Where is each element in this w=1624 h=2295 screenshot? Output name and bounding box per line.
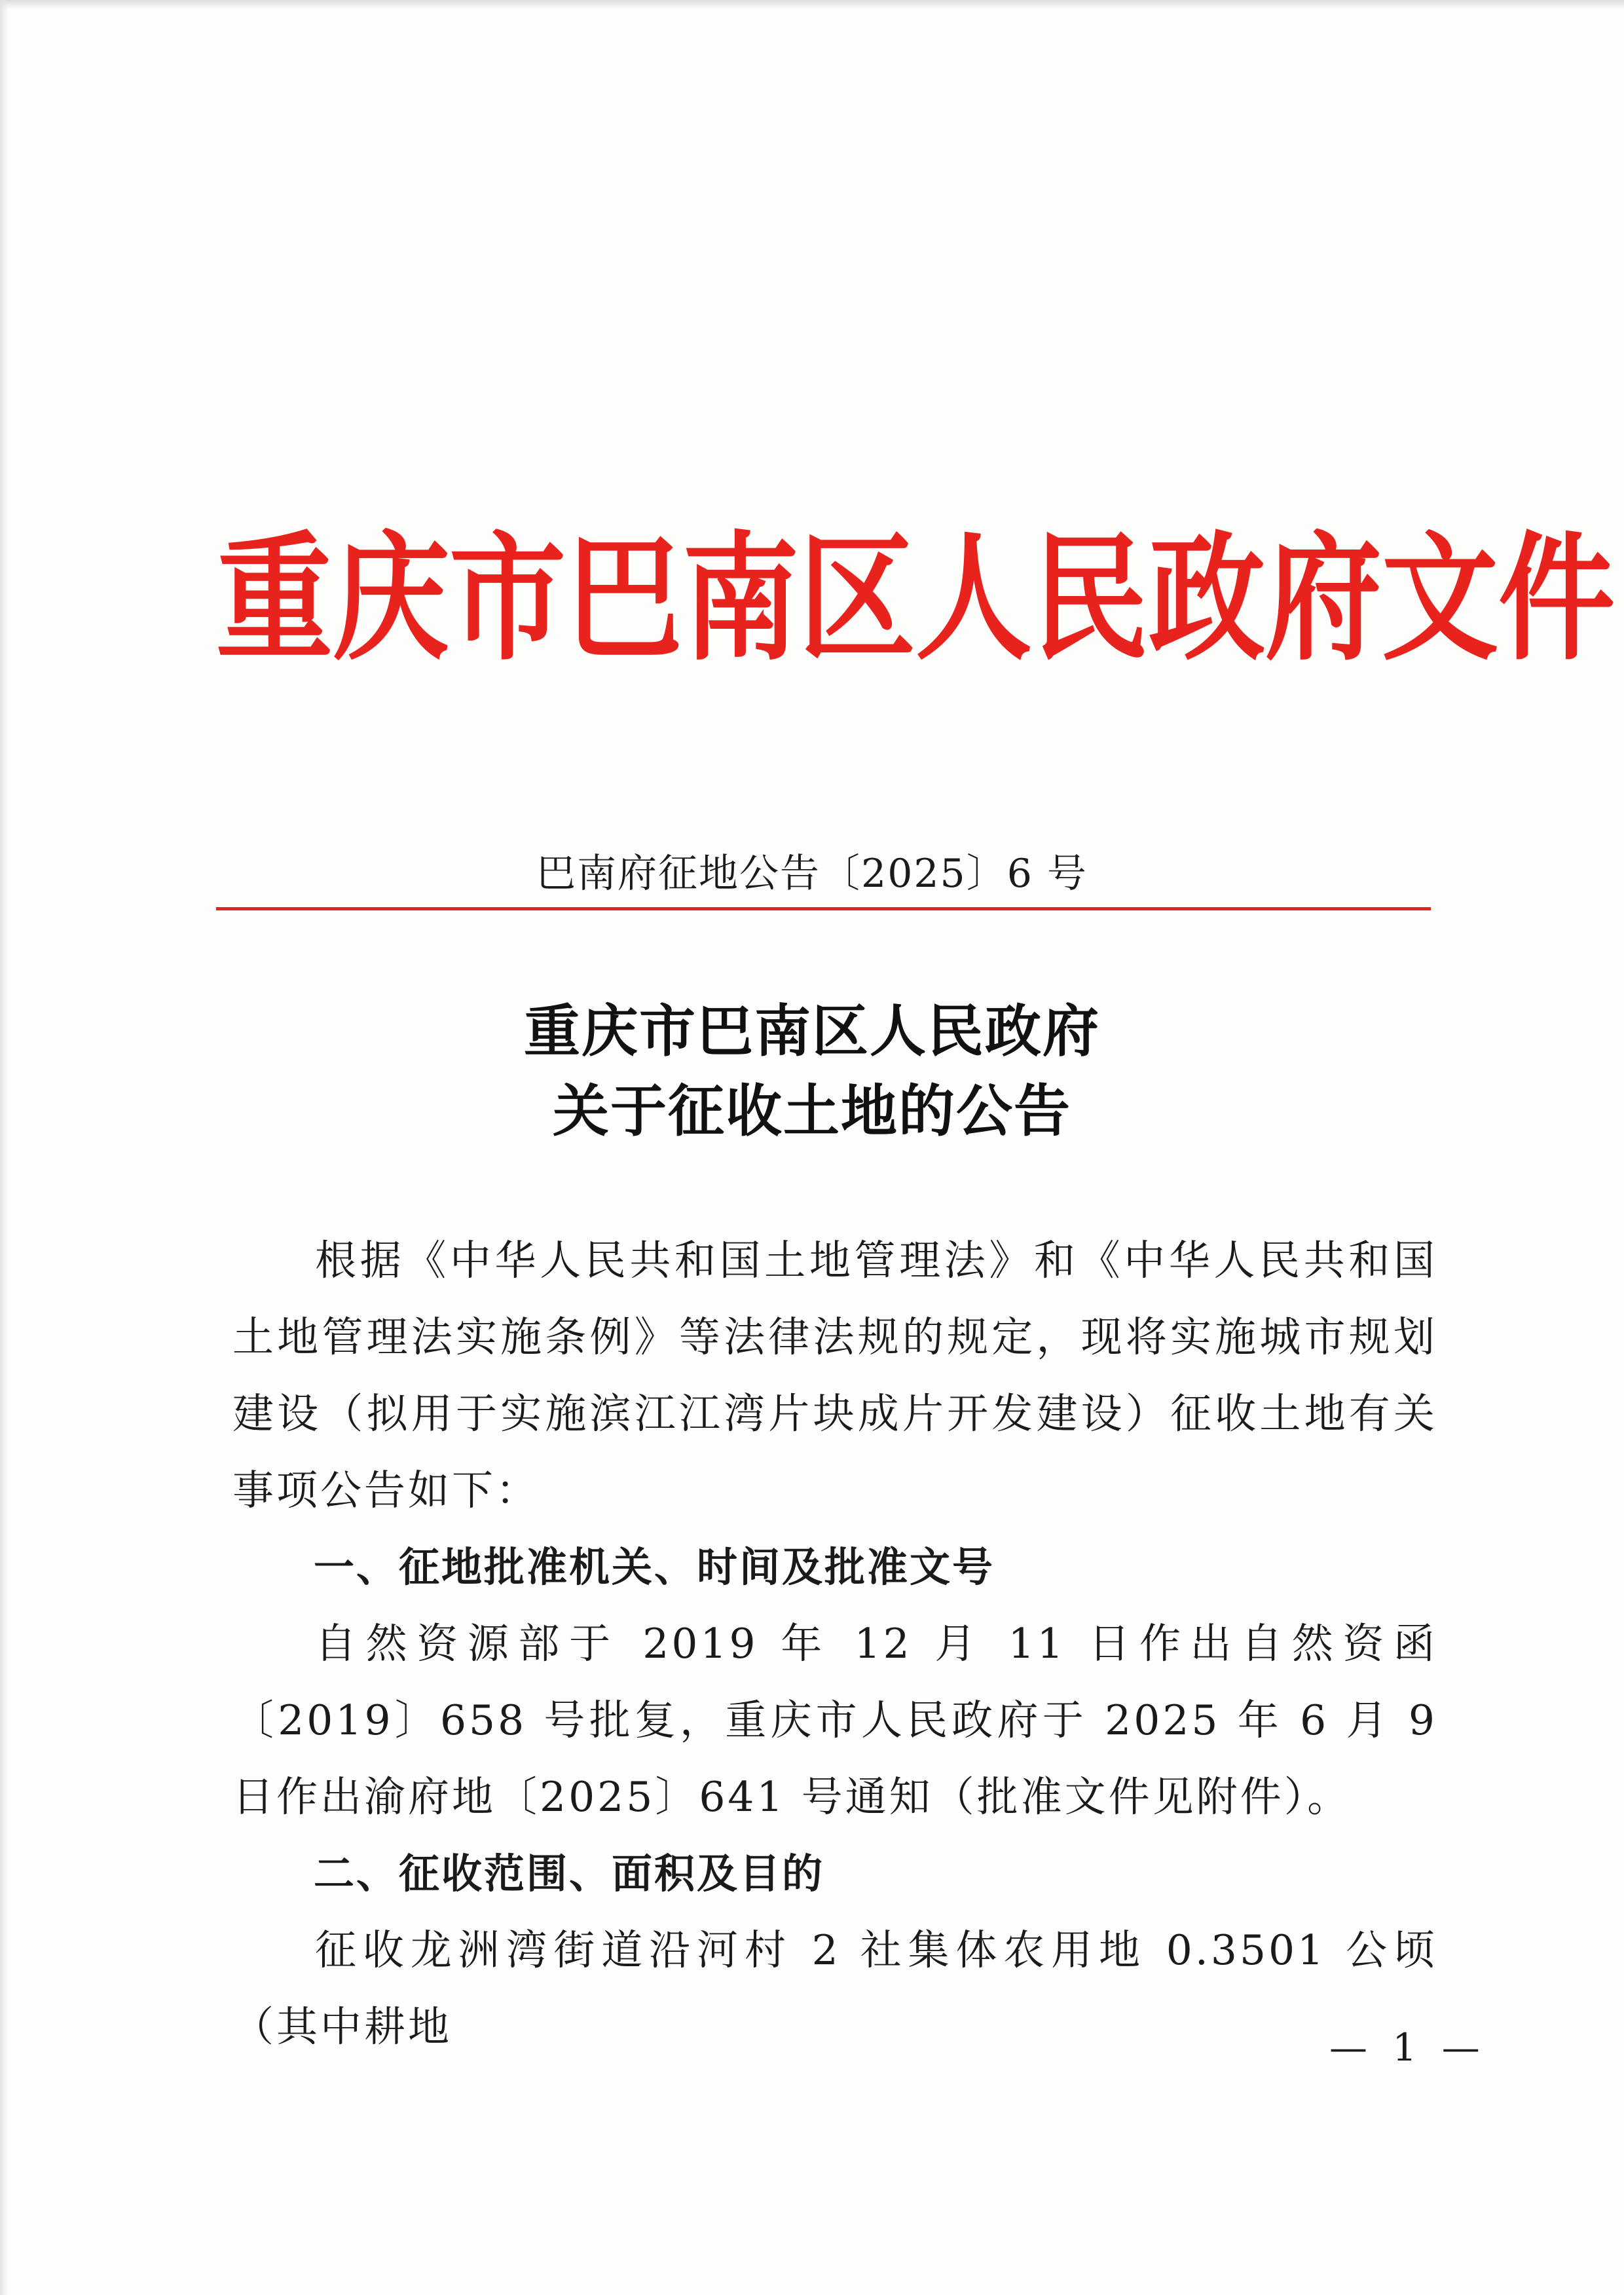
issuer-char: 件 [1498, 519, 1615, 679]
issuer-char: 庆 [333, 519, 449, 679]
document-body [232, 1222, 1437, 2065]
issuer-char: 民 [1032, 519, 1149, 679]
section-2-paragraph: 征收龙洲湾街道沿河村 2 社集体农用地 0.3501 公顷（其中耕地 [232, 1926, 1437, 2051]
section-1-heading: 一、征地批准机关、时间及批准文号 [314, 1543, 995, 1591]
issuer-char: 文 [1382, 519, 1498, 679]
issuer-char: 府 [1265, 519, 1382, 679]
page-number: — 1 — [1329, 2025, 1486, 2070]
issuer-char: 政 [1149, 519, 1265, 679]
issuer-char: 重 [216, 519, 333, 679]
red-divider-line [216, 907, 1431, 910]
title-line-1: 重庆市巴南区人民政府 [524, 999, 1100, 1064]
issuer-header [216, 503, 1615, 696]
issuer-char: 南 [682, 519, 799, 679]
scan-edge-top [0, 0, 1624, 9]
issuer-char: 区 [799, 519, 915, 679]
title-line-2: 关于征收土地的公告 [553, 1079, 1071, 1144]
intro-paragraph: 根据《中华人民共和国土地管理法》和《中华人民共和国土地管理法实施条例》等法律法规的规定，现将实施城市规划建设（拟用于实施滨江江湾片块成片开发建设）征收土地有关事项公告如下： [232, 1237, 1437, 1514]
issuer-char: 市 [449, 519, 566, 679]
scan-edge-left [0, 0, 8, 2295]
section-2-heading: 二、征收范围、面积及目的 [314, 1850, 825, 1897]
section-1-paragraph: 自然资源部于 2019 年 12 月 11 日作出自然资函〔2019〕658 号批复，重庆市人民政府于 2025 年 6 月 9 日作出渝府地〔2025〕641 号通知（批准文件见附件）。 [232, 1620, 1437, 1821]
document-number: 巴南府征地公告〔2025〕6 号 [536, 851, 1088, 897]
issuer-char: 人 [915, 519, 1032, 679]
issuer-char: 巴 [566, 519, 682, 679]
